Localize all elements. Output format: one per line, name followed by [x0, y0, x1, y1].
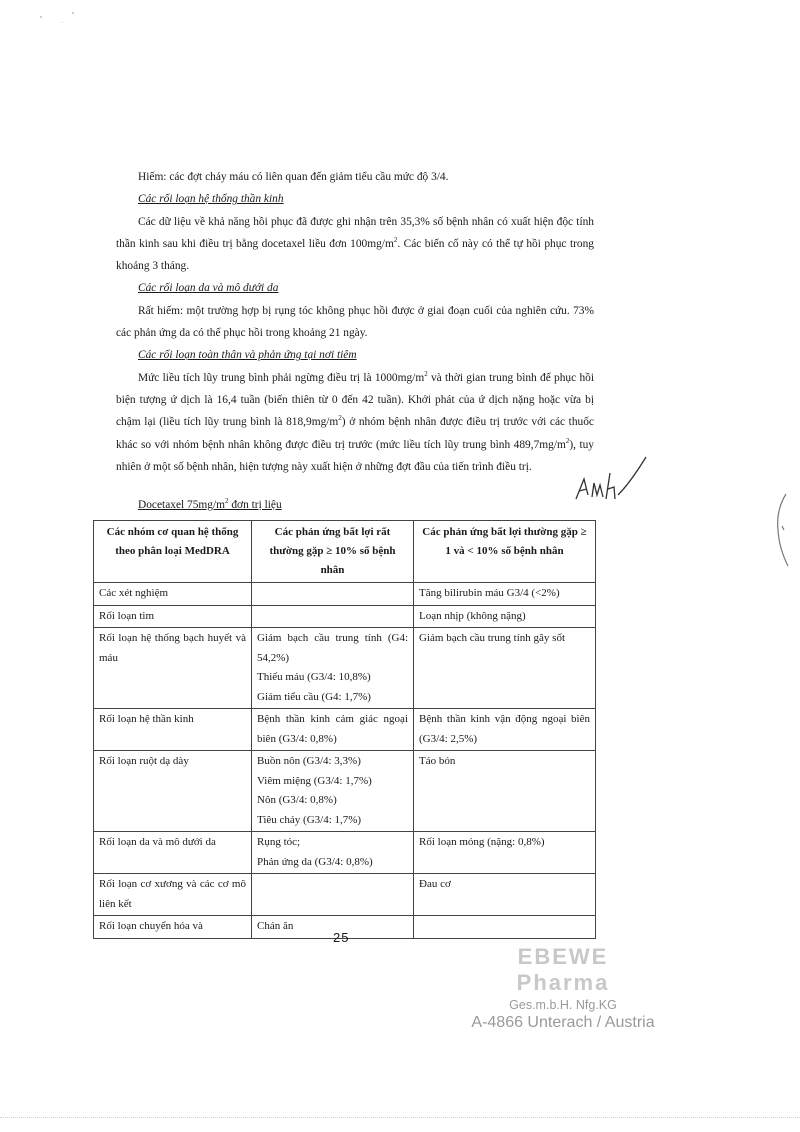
stamp-company-form: Ges.m.b.H. Nfg.KG	[509, 998, 617, 1012]
table-header-row	[94, 521, 596, 583]
body-text	[116, 166, 594, 478]
cell-common	[414, 628, 596, 709]
scan-speck	[40, 16, 42, 18]
paragraph-text: Hiếm: các đợt chảy máu có liên quan đến giảm tiểu cầu mức độ 3/4.	[138, 171, 449, 183]
paragraph-neurotoxicity	[116, 211, 594, 278]
scan-edge-line	[0, 1117, 800, 1118]
table-body	[94, 583, 596, 939]
reaction-item: Viêm miệng (G3/4: 1,7%)	[257, 774, 372, 787]
table-row	[94, 709, 596, 751]
cell-common	[414, 605, 596, 628]
cell-very-common	[252, 709, 414, 751]
stamp-company-name: EBEWE Pharma	[516, 944, 610, 995]
cell-organ-class: Rối loạn chuyển hóa và	[94, 916, 252, 939]
cell-common	[414, 874, 596, 916]
reaction-item: Giảm bạch cầu trung tính (G4: 54,2%)	[257, 632, 408, 664]
paragraph-fluid-retention	[116, 367, 594, 478]
reaction-item: Phản ứng da (G3/4: 0,8%)	[257, 855, 373, 868]
reaction-item: Bệnh thần kinh vận động ngoại biên (G3/4: 2,5%)	[419, 713, 590, 745]
cell-very-common	[252, 605, 414, 628]
reaction-item: Đau cơ	[419, 878, 451, 890]
cell-organ-class: Rối loạn hệ thần kinh	[94, 709, 252, 751]
reaction-item: Nôn (G3/4: 0,8%)	[257, 794, 337, 806]
table-row	[94, 583, 596, 606]
table-row	[94, 832, 596, 874]
reaction-item: Tăng bilirubin máu G3/4 (<2%)	[419, 587, 560, 599]
cell-organ-class: Rối loạn tim	[94, 605, 252, 628]
reaction-item: Thiếu máu (G3/4: 10,8%)	[257, 671, 371, 683]
cell-organ-class: Rối loạn cơ xương và các cơ mô liên kết	[94, 874, 252, 916]
handwritten-signature	[570, 455, 648, 510]
reaction-item: Giảm tiểu cầu (G4: 1,7%)	[257, 690, 371, 703]
cell-common	[414, 832, 596, 874]
caption-text: đơn trị liệu	[228, 499, 282, 511]
paragraph-skin	[116, 300, 594, 345]
table-row	[94, 628, 596, 709]
caption-text: Docetaxel 75mg/m	[138, 499, 225, 511]
cell-organ-class: Rối loạn hệ thống bạch huyết và máu	[94, 628, 252, 709]
section-heading-general: Các rối loạn toàn thân và phản ứng tại nơi tiêm	[138, 349, 357, 362]
page-number: 25	[333, 930, 350, 945]
header-very-common: Các phản ứng bất lợi rất thường gặp ≥ 10% số bệnh nhân	[252, 521, 414, 583]
cell-very-common	[252, 751, 414, 832]
superscript: 2	[393, 236, 398, 245]
cell-common	[414, 709, 596, 751]
header-organ-class: Các nhóm cơ quan hệ thống theo phân loại MedDRA	[94, 521, 252, 583]
superscript: 2	[424, 369, 428, 378]
paragraph-text: ) ở nhóm bệnh nhân được điều trị trước với các thuốc khác so với nhóm bệnh nhân không được điều trị trước (mức liều tích lũy trung bình 489,7mg/m	[116, 416, 594, 451]
cell-organ-class: Rối loạn ruột dạ dày	[94, 751, 252, 832]
cell-organ-class: Rối loạn da và mô dưới da	[94, 832, 252, 874]
reaction-item: Rụng tóc;	[257, 836, 301, 848]
company-stamp	[468, 944, 658, 1032]
section-heading-skin: Các rối loạn da và mô dưới da	[138, 282, 279, 295]
superscript: 2	[225, 497, 229, 506]
reaction-item: Giảm bạch cầu trung tính gây sốt	[419, 632, 566, 644]
cell-very-common	[252, 628, 414, 709]
cell-organ-class: Các xét nghiệm	[94, 583, 252, 606]
table-row	[94, 751, 596, 832]
cell-common	[414, 583, 596, 606]
header-common: Các phản ứng bất lợi thường gặp ≥ 1 và < 10% số bệnh nhân	[414, 521, 596, 583]
reaction-item: Buồn nôn (G3/4: 3,3%)	[257, 755, 361, 767]
paragraph-text: ), tuy nhiên ở một số bệnh nhân, hiện tượng này xuất hiện ở những đợt đầu của tiến trình điều trị.	[116, 438, 595, 473]
reaction-item: Bệnh thần kinh cảm giác ngoại biên (G3/4: 0,8%)	[257, 713, 408, 745]
scan-speck	[62, 22, 63, 23]
adverse-reactions-table	[93, 520, 596, 939]
superscript: 2	[338, 414, 342, 423]
superscript: 2	[565, 436, 570, 445]
paragraph-text: . Các biến cố này có thể tự hồi phục trong khoảng 3 tháng.	[116, 237, 594, 273]
table-row	[94, 605, 596, 628]
paragraph-text: Rất hiếm: một trường hợp bị rụng tóc không phục hồi được ở giai đoạn cuối của nghiên cứu. 73% các phản ứng da có thể phục hồi trong khoảng 21 ngày.	[116, 304, 594, 340]
section-heading-nervous-system: Các rối loạn hệ thống thần kinh	[138, 193, 284, 206]
paragraph-bleeding	[116, 166, 594, 188]
stamp-address: A-4866 Unterach / Austria	[471, 1014, 655, 1031]
reaction-item: Rối loạn móng (nặng: 0,8%)	[419, 836, 545, 848]
cell-very-common	[252, 874, 414, 916]
cell-common	[414, 751, 596, 832]
paragraph-text: Các dữ liệu về khả năng hồi phục đã được ghi nhận trên 35,3% số bệnh nhân có xuất hiện độc tính thần kinh sau khi điều trị bằng docetaxel liều đơn 100mg/m	[116, 215, 594, 250]
scan-speck	[72, 12, 74, 14]
reaction-item: Tiêu chảy (G3/4: 1,7%)	[257, 813, 362, 826]
paragraph-text: Mức liều tích lũy trung bình phải ngừng điều trị là 1000mg/m	[138, 371, 425, 384]
reaction-item: Chán ăn	[257, 920, 294, 932]
table-caption	[138, 499, 282, 511]
paragraph-text: và thời gian trung bình để phục hồi biện tượng ứ dịch là 16,4 tuần (biến thiên từ 0 đến 42 tuần). Khởi phát của ứ dịch nặng hoặc vừa bị chậm lại (liều tích lũy trung bình là 818,9mg/m	[116, 371, 594, 429]
reaction-item: Loạn nhịp (không nặng)	[419, 609, 526, 622]
cell-common	[414, 916, 596, 939]
table-row	[94, 874, 596, 916]
reaction-item: Táo bón	[419, 755, 456, 767]
cell-very-common	[252, 832, 414, 874]
cell-very-common	[252, 583, 414, 606]
edge-mark	[770, 490, 792, 570]
